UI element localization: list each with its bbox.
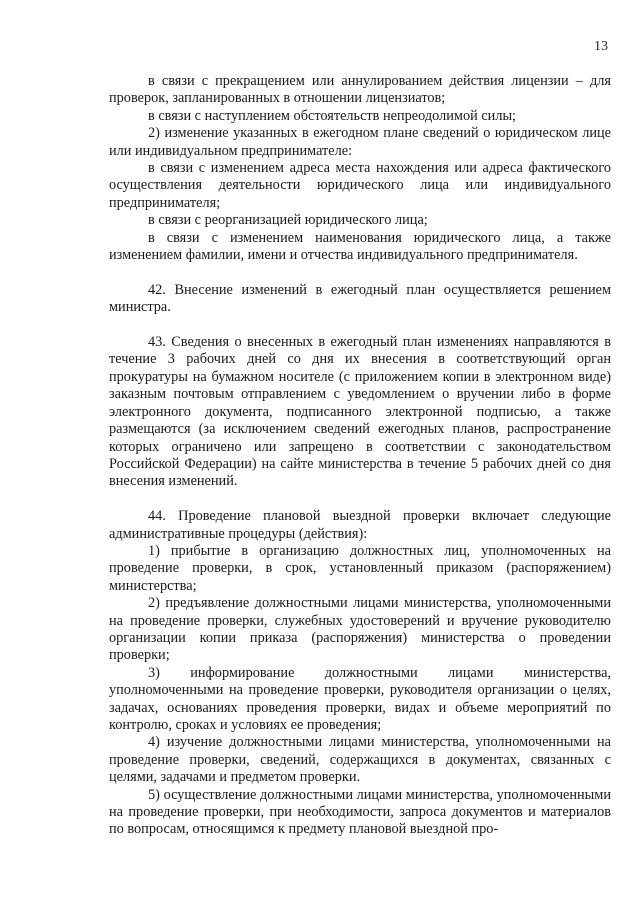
list-item: 3) информирование должностными лицами министерства, уполномоченными на проведение проверки, руководителя организации о целях, задачах, основаниях проведения проверки, видах и объеме мероприятий по контролю, сроках и условиях ее проведения; (109, 664, 611, 733)
list-item: 5) осуществление должностными лицами министерства, уполномоченными на проведение проверки, при необходимости, запроса документов и материалов по вопросам, относящимся к предмету плановой выездной про- (109, 786, 611, 838)
paragraph-section-43: 43. Сведения о внесенных в ежегодный план изменениях направляются в течение 3 рабочих дней со дня их внесения в соответствующий орган прокуратуры на бумажном носителе (с приложением копии в электронном виде) заказным почтовым отправлением с уведомлением о вручении либо в форме электронного документа, подписанного электронной подписью, а также размещаются (за исключением сведений ежегодных планов, распространение которых ограничено или запрещено в соответствии с законодательством Российской Федерации) на сайте министерства в течение 5 рабочих дней со дня внесения изменений. (109, 334, 611, 490)
paragraph-section-42: 42. Внесение изменений в ежегодный план осуществляется решением министра. (109, 281, 611, 316)
list-item: 4) изучение должностными лицами министерства, уполномоченными на проведение проверки, сведений, содержащихся в документах, связанных с целями, задачами и предметом проверки. (109, 734, 611, 786)
page-number: 13 (594, 39, 608, 54)
paragraph: в связи с наступлением обстоятельств непреодолимой силы; (148, 107, 517, 124)
paragraph: в связи с изменением адреса места нахождения или адреса фактического осуществления деятельности юридического лица или индивидуального предпринимателя; (109, 160, 611, 211)
paragraph-section-44: 44. Проведение плановой выездной проверки включает следующие административные процедуры (действия): (109, 508, 611, 542)
list-item: 2) предъявление должностными лицами министерства, уполномоченными на проведение проверки, служебных удостоверений и вручение руководителю организации копии приказа (распоряжения) министерства о проведении проверки; (109, 595, 611, 664)
paragraph: в связи с изменением наименования юридического лица, а также изменением фамилии, имени и отчества индивидуального предпринимателя. (109, 229, 611, 264)
paragraph: в связи с прекращением или аннулированием действия лицензии – для проверок, запланированных в отношении лицензиатов; (109, 73, 611, 107)
paragraph: 2) изменение указанных в ежегодном плане сведений о юридическом лице или индивидуальном предпринимателе: (109, 125, 611, 159)
paragraph: в связи с реорганизацией юридического лица; (148, 212, 428, 229)
list-item: 1) прибытие в организацию должностных лиц, уполномоченных на проведение проверки, в срок, установленный приказом (распоряжением) министерства; (109, 542, 611, 594)
document-body (109, 73, 611, 839)
